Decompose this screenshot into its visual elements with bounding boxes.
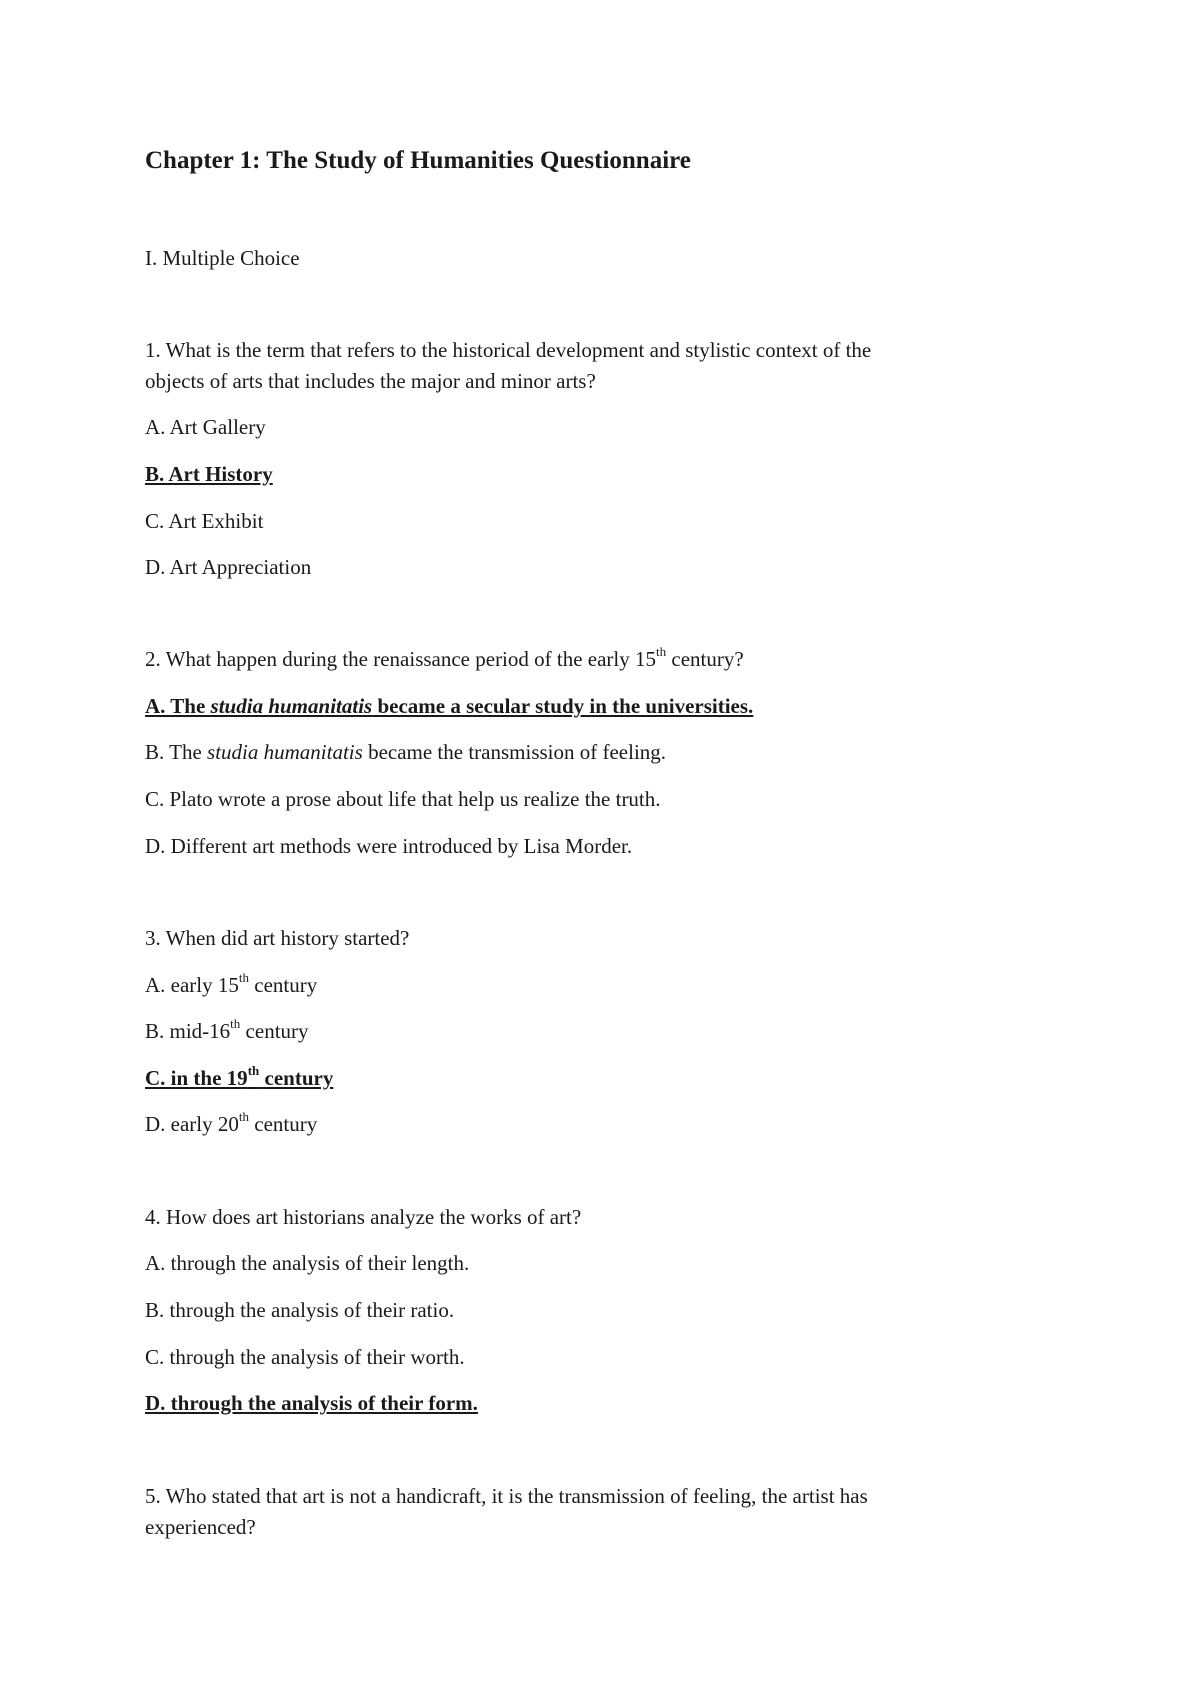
page-title: Chapter 1: The Study of Humanities Questionnaire [145,147,691,174]
q3-option-d-suffix: century [249,1112,318,1136]
q3-option-c-suffix: century [259,1066,334,1090]
q4-option-d-answer: D. through the analysis of their form. [145,1391,478,1415]
q3-option-b [145,1016,309,1047]
question-5-line-1: 5. Who stated that art is not a handicraft, it is the transmission of feeling, the artist has [145,1484,868,1508]
question-2-text-end: century? [666,647,744,671]
question-4: 4. How does art historians analyze the works of art? [145,1205,582,1229]
q1-option-a: A. Art Gallery [145,415,266,439]
q1-option-d: D. Art Appreciation [145,555,312,579]
q1-option-b-answer: B. Art History [145,462,273,486]
q1-option-c: C. Art Exhibit [145,509,264,533]
q2-option-a-answer [145,691,753,722]
question-1-line-2: objects of arts that includes the major and minor arts? [145,369,596,393]
q4-option-a: A. through the analysis of their length. [145,1251,470,1275]
q2-option-a-prefix: A. The [145,694,211,718]
q2-option-b-prefix: B. The [145,740,208,764]
question-3: 3. When did art history started? [145,926,410,950]
q2-option-b-italic: studia humanitatis [207,740,363,764]
q2-option-b [145,737,666,768]
question-2-text: 2. What happen during the renaissance period of the early 15 [145,647,657,671]
question-2 [145,644,744,675]
q2-option-b-suffix: became the transmission of feeling. [362,740,667,764]
q3-option-a-superscript: th [238,970,250,985]
q3-option-a-suffix: century [249,973,318,997]
q3-option-d-text: D. early 20 [145,1112,239,1136]
q3-option-d-superscript: th [238,1109,250,1124]
q4-option-b: B. through the analysis of their ratio. [145,1298,455,1322]
q3-option-c-superscript: th [247,1063,260,1078]
q3-option-b-superscript: th [230,1016,241,1031]
q3-option-d [145,1109,317,1140]
q2-option-c: C. Plato wrote a prose about life that help us realize the truth. [145,787,661,811]
q4-option-c: C. through the analysis of their worth. [145,1345,465,1369]
section-heading: I. Multiple Choice [145,246,300,270]
q2-option-d: D. Different art methods were introduced by Lisa Morder. [145,834,633,858]
question-2-superscript: th [656,644,667,659]
q3-option-c-answer [145,1063,333,1094]
q3-option-b-text: B. mid-16 [145,1019,231,1043]
q3-option-a-text: A. early 15 [145,973,239,997]
q2-option-a-suffix: became a secular study in the universities. [372,694,754,718]
question-5-line-2: experienced? [145,1515,256,1539]
q3-option-c-text: C. in the 19 [145,1066,248,1090]
q2-option-a-italic: studia humanitatis [210,694,373,718]
q3-option-a [145,970,317,1001]
q3-option-b-suffix: century [240,1019,309,1043]
question-1-line-1: 1. What is the term that refers to the historical development and stylistic context of the [145,338,872,362]
